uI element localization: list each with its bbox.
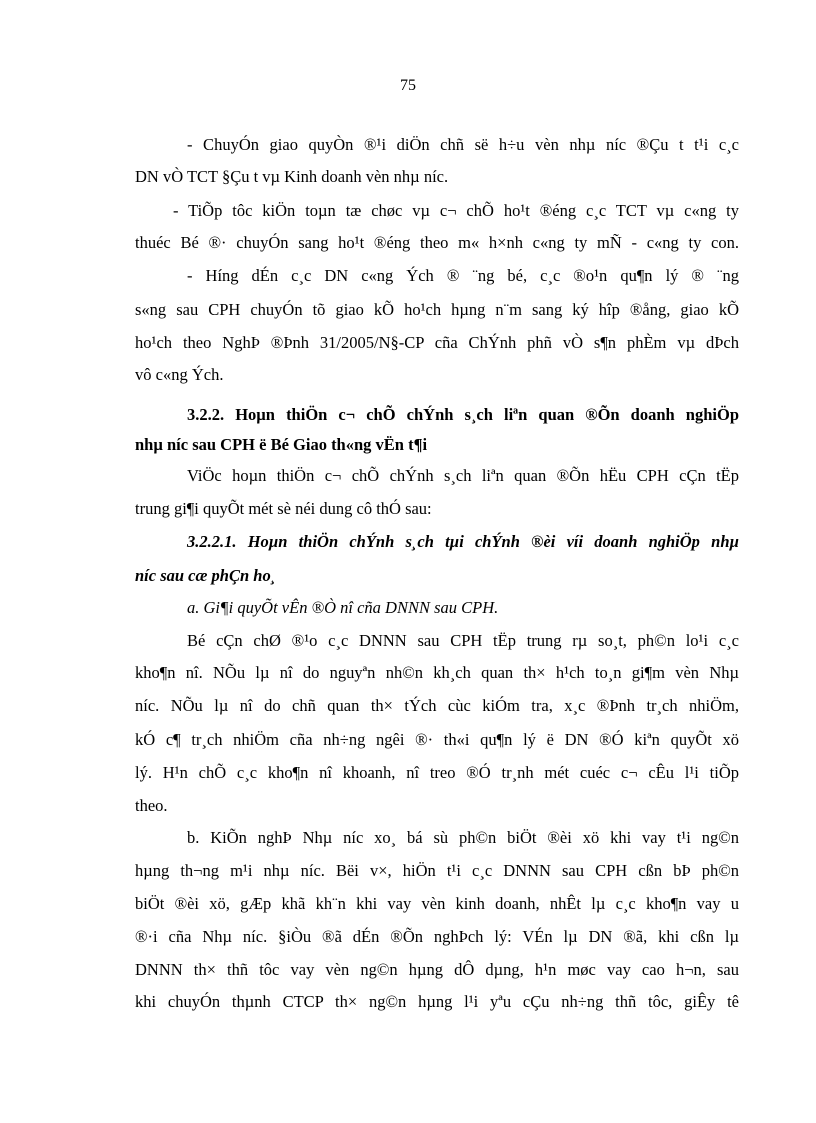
text-line: DNNN th× thñ tôc vay vèn ng©n hµng dÔ dµng, h¹n møc vay cao h¬n, sau [135,960,739,979]
text-line: ®·i cña Nhµ níc. §iÒu ®ã dÉn ®Õn nghÞch lý: VÉn lµ DN ®ã, khi cßn lµ [135,927,739,946]
text-line: ViÖc hoµn thiÖn c¬ chÕ chÝnh s¸ch liªn quan ®Õn hËu CPH cÇn tËp [187,466,739,485]
text-line: kho¶n nî. NÕu lµ nî do nguyªn nh©n kh¸ch quan th× h¹ch to¸n gi¶m vèn Nhµ [135,663,739,682]
text-line: níc. NÕu lµ nî do chñ quan th× tÝch cùc kiÓm tra, x¸c ®Þnh tr¸ch nhiÖm, [135,696,739,715]
text-line: thuéc Bé ®· chuyÓn sang ho¹t ®éng theo m« h×nh c«ng ty mÑ - c«ng ty con. [135,233,739,252]
subsection-heading: 3.2.2.1. Hoµn thiÖn chÝnh s¸ch tµi chÝnh ®èi víi doanh nghiÖp nhµ [187,532,739,551]
text-line: - ChuyÓn giao quyÒn ®¹i diÖn chñ së h÷u vèn nhµ níc ®Çu t t¹i c¸c [187,135,739,154]
text-line: trung gi¶i quyÕt mét sè néi dung cô thÓ sau: [135,499,432,518]
item-heading: a. Gi¶i quyÕt vÊn ®Ò nî cña DNNN sau CPH. [187,598,499,617]
text-line: hµng th¬ng m¹i nhµ níc. Bëi v×, hiÖn t¹i c¸c DNNN sau CPH cßn bÞ ph©n [135,861,739,880]
text-line: - TiÕp tôc kiÖn toµn tæ chøc vµ c¬ chÕ ho¹t ®éng c¸c TCT vµ c«ng ty [173,201,739,220]
text-line: vô c«ng Ých. [135,365,224,384]
text-line: kÓ c¶ tr¸ch nhiÖm cña nh÷ng ngêi ®· th«i qu¶n lý ë DN ®Ó kiªn quyÕt xö [135,730,739,749]
section-heading: 3.2.2. Hoµn thiÖn c¬ chÕ chÝnh s¸ch liªn quan ®Õn doanh nghiÖp [187,405,739,424]
section-heading: nhµ níc sau CPH ë Bé Giao th«ng vËn t¶i [135,435,428,454]
text-line: - Híng dÉn c¸c DN c«ng Ých ® ¨ng bé, c¸c ®o¹n qu¶n lý ® ¨ng [187,266,739,285]
text-line: Bé cÇn chØ ®¹o c¸c DNNN sau CPH tËp trung rµ so¸t, ph©n lo¹i c¸c [187,631,739,650]
text-line: biÖt ®èi xö, gÆp khã kh¨n khi vay vèn kinh doanh, nhÊt lµ c¸c kho¶n vay u [135,894,739,913]
text-line: DN vÒ TCT §Çu t vµ Kinh doanh vèn nhµ níc. [135,167,449,186]
text-line: ho¹ch theo NghÞ ®Þnh 31/2005/N§-CP cña ChÝnh phñ vÒ s¶n phÈm vµ dÞch [135,333,739,352]
text-line: lý. H¹n chÕ c¸c kho¶n nî khoanh, nî treo ®Ó tr¸nh mét cuéc c¬ cÊu l¹i tiÕp [135,763,739,782]
page-number: 75 [400,77,416,94]
text-line: theo. [135,796,168,815]
subsection-heading: níc sau cæ phÇn ho¸ [135,566,277,585]
text-line: s«ng sau CPH chuyÓn tõ giao kÕ ho¹ch hµng n¨m sang ký hîp ®ång, giao kÕ [135,300,739,319]
text-line: khi chuyÓn thµnh CTCP th× ng©n hµng l¹i yªu cÇu nh÷ng thñ tôc, giÊy tê [135,992,739,1011]
text-line: b. KiÕn nghÞ Nhµ níc xo¸ bá sù ph©n biÖt ®èi xö khi vay t¹i ng©n [187,828,739,847]
